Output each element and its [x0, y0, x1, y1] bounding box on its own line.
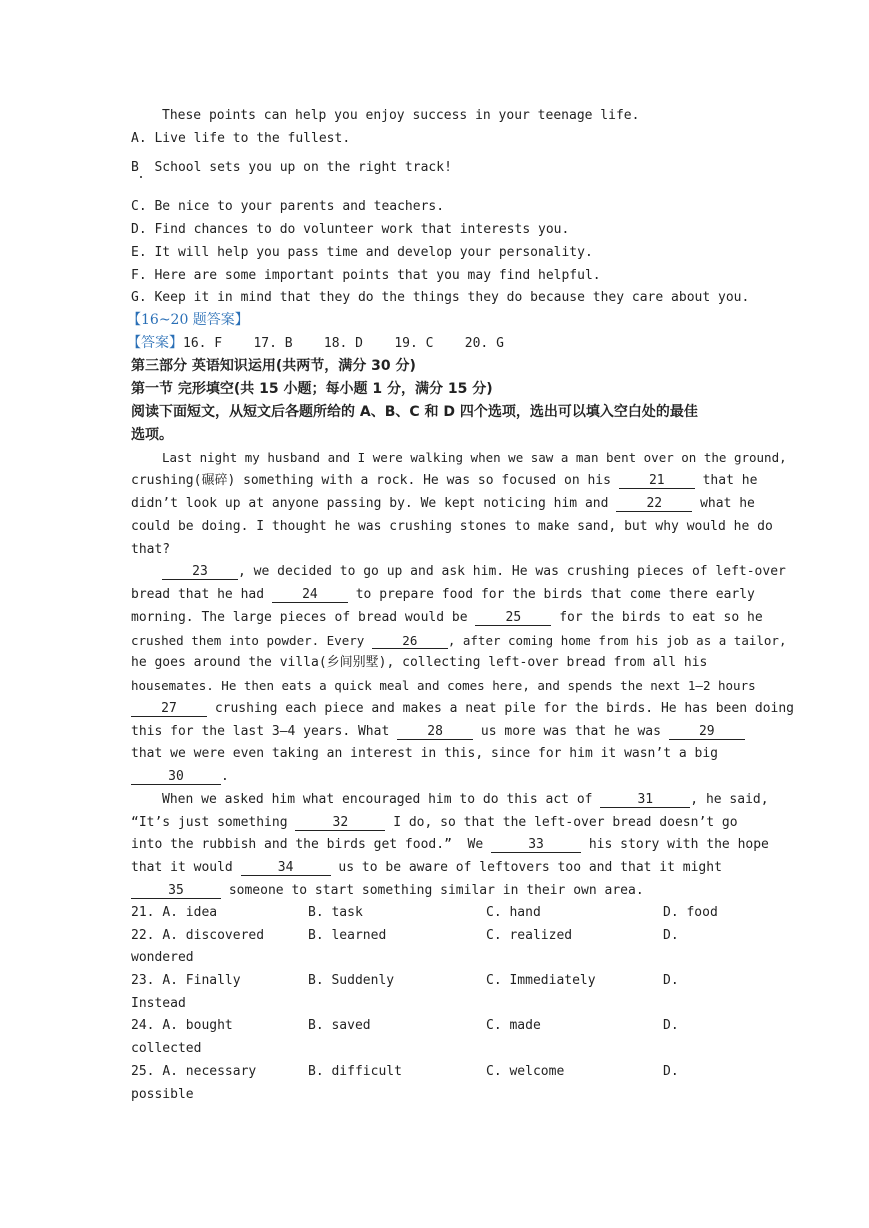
question-option-a [131, 1063, 256, 1081]
passage-text: crushing(碾碎) something with a rock. He was so focused on his [131, 473, 619, 488]
passage-line [131, 495, 755, 513]
question-option-d: D. [663, 1018, 679, 1033]
passage-line: that we were even taking an interest in this, since for him it wasn’t a big [131, 746, 718, 761]
passage-text: crushing each piece and makes a neat pile for the birds. He has been doing [207, 701, 794, 716]
passage-line [131, 723, 745, 741]
passage-text: When we asked him what encouraged him to do this act of [162, 792, 601, 807]
passage-line [162, 791, 769, 809]
blank-31: 31 [600, 792, 690, 808]
option-b: B School sets you up on the right track! [131, 160, 452, 175]
blank-26: 26 [372, 633, 448, 649]
intro-text: These points can help you enjoy success in your teenage life. [162, 108, 640, 123]
blank-29: 29 [669, 724, 745, 740]
question-option-a [131, 972, 241, 990]
passage-line [131, 586, 755, 604]
passage-text: , he said, [690, 792, 769, 807]
passage-text: to prepare food for the birds that come there early [347, 587, 755, 602]
passage-text: us to be aware of leftovers too and that it might [330, 860, 722, 875]
passage-line [131, 836, 769, 854]
passage-text: , we decided to go up and ask him. He was crushing pieces of left-over [238, 564, 786, 579]
option-c: C. Be nice to your parents and teachers. [131, 199, 445, 214]
instruction-line-2: 选项。 [131, 427, 173, 443]
passage-text: that he [694, 473, 758, 488]
question-number: 23. [131, 973, 155, 988]
option-a-text: A. idea [162, 905, 218, 920]
answer-tag: 【答案】 [127, 335, 183, 351]
stray-dot [140, 176, 142, 178]
section1-title: 第一节 完形填空(共 15 小题；每小题 1 分，满分 15 分) [131, 381, 493, 397]
question-option-b: B. difficult [308, 1064, 402, 1079]
question-number: 24. [131, 1018, 155, 1033]
passage-line: he goes around the villa(乡间别墅), collecting left-over bread from all his [131, 655, 708, 670]
option-a-text: A. necessary [162, 1064, 257, 1079]
answer-line [127, 334, 504, 353]
question-option-d-wrap: possible [131, 1087, 194, 1102]
passage-text: morning. The large pieces of bread would be [131, 610, 476, 625]
blank-35: 35 [131, 883, 221, 899]
passage-line: could be doing. I thought he was crushing stones to make sand, but why would he do [131, 519, 773, 534]
blank-22: 22 [616, 496, 692, 512]
blank-32: 32 [295, 815, 385, 831]
passage-text: his story with the hope [581, 837, 769, 852]
question-option-c: C. realized [486, 928, 573, 943]
blank-21: 21 [619, 473, 695, 489]
passage-text: didn’t look up at anyone passing by. We kept noticing him and [131, 496, 617, 511]
passage-text: someone to start something similar in their own area. [221, 883, 644, 898]
instruction-line-1: 阅读下面短文，从短文后各题所给的 A、B、C 和 D 四个选项，选出可以填入空白处的最佳 [131, 404, 698, 420]
question-option-d: D. food [663, 905, 718, 920]
question-option-a [131, 1017, 233, 1035]
option-f: F. Here are some important points that you may find helpful. [131, 268, 601, 283]
question-option-d-wrap: collected [131, 1041, 202, 1056]
option-e: E. It will help you pass time and develop your personality. [131, 245, 593, 260]
option-a-text: A. discovered [162, 928, 265, 943]
question-number: 25. [131, 1064, 155, 1079]
blank-25: 25 [475, 610, 551, 626]
blank-34: 34 [241, 860, 331, 876]
passage-text: us more was that he was [473, 724, 669, 739]
question-option-d: D. [663, 973, 679, 988]
part3-title: 第三部分 英语知识运用(共两节，满分 30 分) [131, 358, 416, 374]
passage-line: housemates. He then eats a quick meal and comes here, and spends the next 1—2 hours [131, 678, 756, 693]
passage-text: , after coming home from his job as a tailor, [447, 633, 787, 648]
question-option-d-wrap: Instead [131, 996, 186, 1011]
question-option-c: C. hand [486, 905, 541, 920]
question-option-b: B. saved [308, 1018, 371, 1033]
option-a: A. Live life to the fullest. [131, 131, 351, 146]
option-a-text: A. bought [162, 1018, 233, 1033]
blank-30: 30 [131, 769, 221, 785]
question-option-a [131, 904, 217, 922]
blank-33: 33 [491, 837, 581, 853]
passage-line: Last night my husband and I were walking when we saw a man bent over on the ground, [162, 450, 787, 465]
passage-line [131, 472, 757, 490]
passage-text: crushed them into powder. Every [131, 633, 372, 648]
passage-line [131, 768, 229, 786]
question-option-d: D. [663, 928, 679, 943]
question-number: 21. [131, 905, 155, 920]
question-option-a [131, 927, 264, 945]
question-option-d-wrap: wondered [131, 950, 194, 965]
passage-line [131, 882, 644, 900]
passage-text: what he [692, 496, 755, 511]
passage-line: that? [131, 542, 171, 557]
blank-23: 23 [162, 564, 238, 580]
question-option-c: C. welcome [486, 1064, 565, 1079]
question-option-b: B. Suddenly [308, 973, 395, 988]
passage-text: “It’s just something [131, 815, 296, 830]
passage-line [131, 632, 786, 650]
question-option-d: D. [663, 1064, 679, 1079]
blank-24: 24 [272, 587, 348, 603]
passage-text: bread that he had [131, 587, 272, 602]
question-option-c: C. Immediately [486, 973, 596, 988]
passage-line [162, 563, 786, 581]
blank-28: 28 [397, 724, 473, 740]
option-d: D. Find chances to do volunteer work that interests you. [131, 222, 570, 237]
option-a-text: A. Finally [162, 973, 241, 988]
passage-line [131, 814, 738, 832]
passage-line [131, 700, 794, 718]
blank-27: 27 [131, 701, 207, 717]
passage-line [131, 859, 722, 877]
option-g: G. Keep it in mind that they do the things they do because they care about you. [131, 290, 750, 305]
passage-text: that it would [131, 860, 241, 875]
question-option-c: C. made [486, 1018, 541, 1033]
passage-text: for the birds to eat so he [551, 610, 763, 625]
passage-text: this for the last 3—4 years. What [131, 724, 398, 739]
passage-text: into the rubbish and the birds get food.” We [131, 837, 492, 852]
question-number: 22. [131, 928, 155, 943]
passage-line [131, 609, 763, 627]
answer-heading: 【16~20 题答案】 [127, 312, 249, 328]
passage-text: . [221, 769, 229, 784]
passage-text: I do, so that the left-over bread doesn’t go [385, 815, 738, 830]
question-option-b: B. learned [308, 928, 387, 943]
answer-values: 16. F 17. B 18. D 19. C 20. G [183, 336, 504, 351]
question-option-b: B. task [308, 905, 363, 920]
